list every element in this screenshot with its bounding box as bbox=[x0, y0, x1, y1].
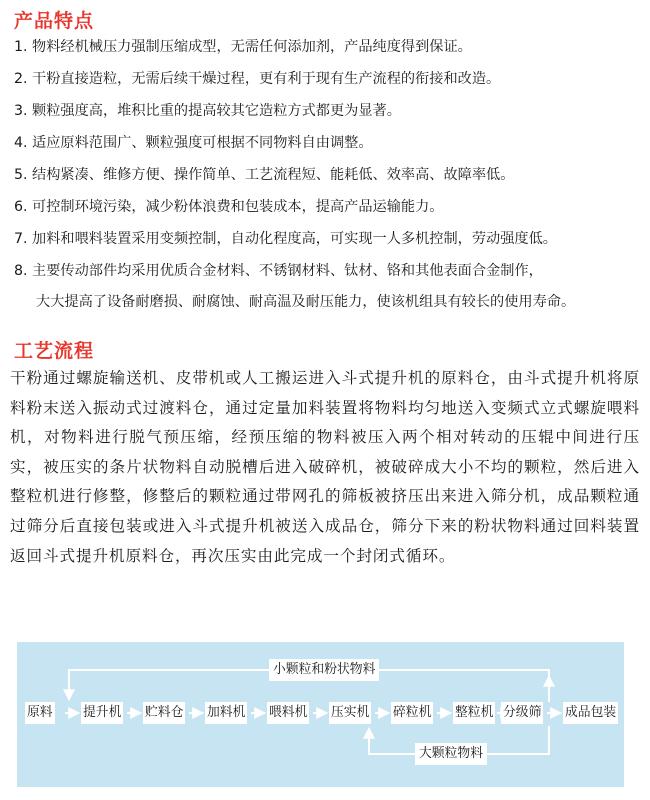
feature-item-4: 4. 适应原料范围广、颗粒强度可根据不同物料自由调整。 bbox=[14, 135, 373, 151]
flow-node-packaging: 成品包装 bbox=[563, 702, 618, 724]
flow-node-elevator: 提升机 bbox=[81, 702, 123, 724]
feature-item-3: 3. 颗粒强度高，堆积比重的提高较其它造粒方式都更为显著。 bbox=[14, 103, 401, 119]
features-heading: 产品特点 bbox=[14, 10, 95, 32]
flow-node-compactor: 压实机 bbox=[329, 702, 371, 724]
process-flow-diagram bbox=[17, 642, 624, 787]
bottom-loop-label: 大颗粒物料 bbox=[415, 743, 487, 765]
flow-node-granulator: 整粒机 bbox=[453, 702, 495, 724]
flow-node-crusher: 碎粒机 bbox=[391, 702, 433, 724]
feature-item-2: 2. 干粉直接造粒，无需后续干燥过程，更有利于现有生产流程的衔接和改造。 bbox=[14, 71, 501, 87]
flow-node-feeder: 加料机 bbox=[205, 702, 247, 724]
process-heading: 工艺流程 bbox=[14, 340, 95, 362]
process-description: 干粉通过螺旋输送机、皮带机或人工搬运进入斗式提升机的原料仓，由斗式提升机将原料粉末送入振动式过渡料仓，通过定量加料装置将物料均匀地送入变频式立式螺旋喂料机，对物料进行脱气预压缩，经预压缩的物料被压入两个相对转动的压辊中间进行压实，被压实的条片状物料自动脱槽后进入破碎机，被破碎成大小不均的颗粒，然后进入整粒机进行修整，修整后的颗粒通过带网孔的筛板被挤压出来进入筛分机，成品颗粒通过筛分后直接包装或进入斗式提升机被送入成品仓，筛分下来的粉状物料通过回料装置返回斗式提升机原料仓，再次压实由此完成一个封闭式循环。 bbox=[10, 369, 640, 565]
feature-item-6: 6. 可控制环境污染，减少粉体浪费和包装成本，提高产品运输能力。 bbox=[14, 199, 444, 215]
flow-node-screw-feeder: 喂料机 bbox=[267, 702, 309, 724]
flow-node-raw-material: 原料 bbox=[25, 702, 55, 724]
feature-item-8: 8. 主要传动部件均采用优质合金材料、不锈钢材料、钛材、铬和其他表面合金制作， bbox=[14, 263, 543, 279]
feature-item-5: 5. 结构紧凑、维修方便、操作简单、工艺流程短、能耗低、效率高、故障率低。 bbox=[14, 167, 515, 183]
feature-item-8-continued: 大大提高了设备耐磨损、耐腐蚀、耐高温及耐压能力，使该机组具有较长的使用寿命。 bbox=[36, 294, 576, 310]
feature-item-1: 1. 物料经机械压力强制压缩成型，无需任何添加剂，产品纯度得到保证。 bbox=[14, 39, 472, 55]
flow-node-classifier: 分级筛 bbox=[501, 702, 543, 724]
feature-item-7: 7. 加料和喂料装置采用变频控制，自动化程度高，可实现一人多机控制，劳动强度低。 bbox=[14, 231, 557, 247]
flow-node-storage-bin: 贮料仓 bbox=[143, 702, 185, 724]
top-loop-label: 小颗粒和粉状物料 bbox=[269, 659, 379, 681]
